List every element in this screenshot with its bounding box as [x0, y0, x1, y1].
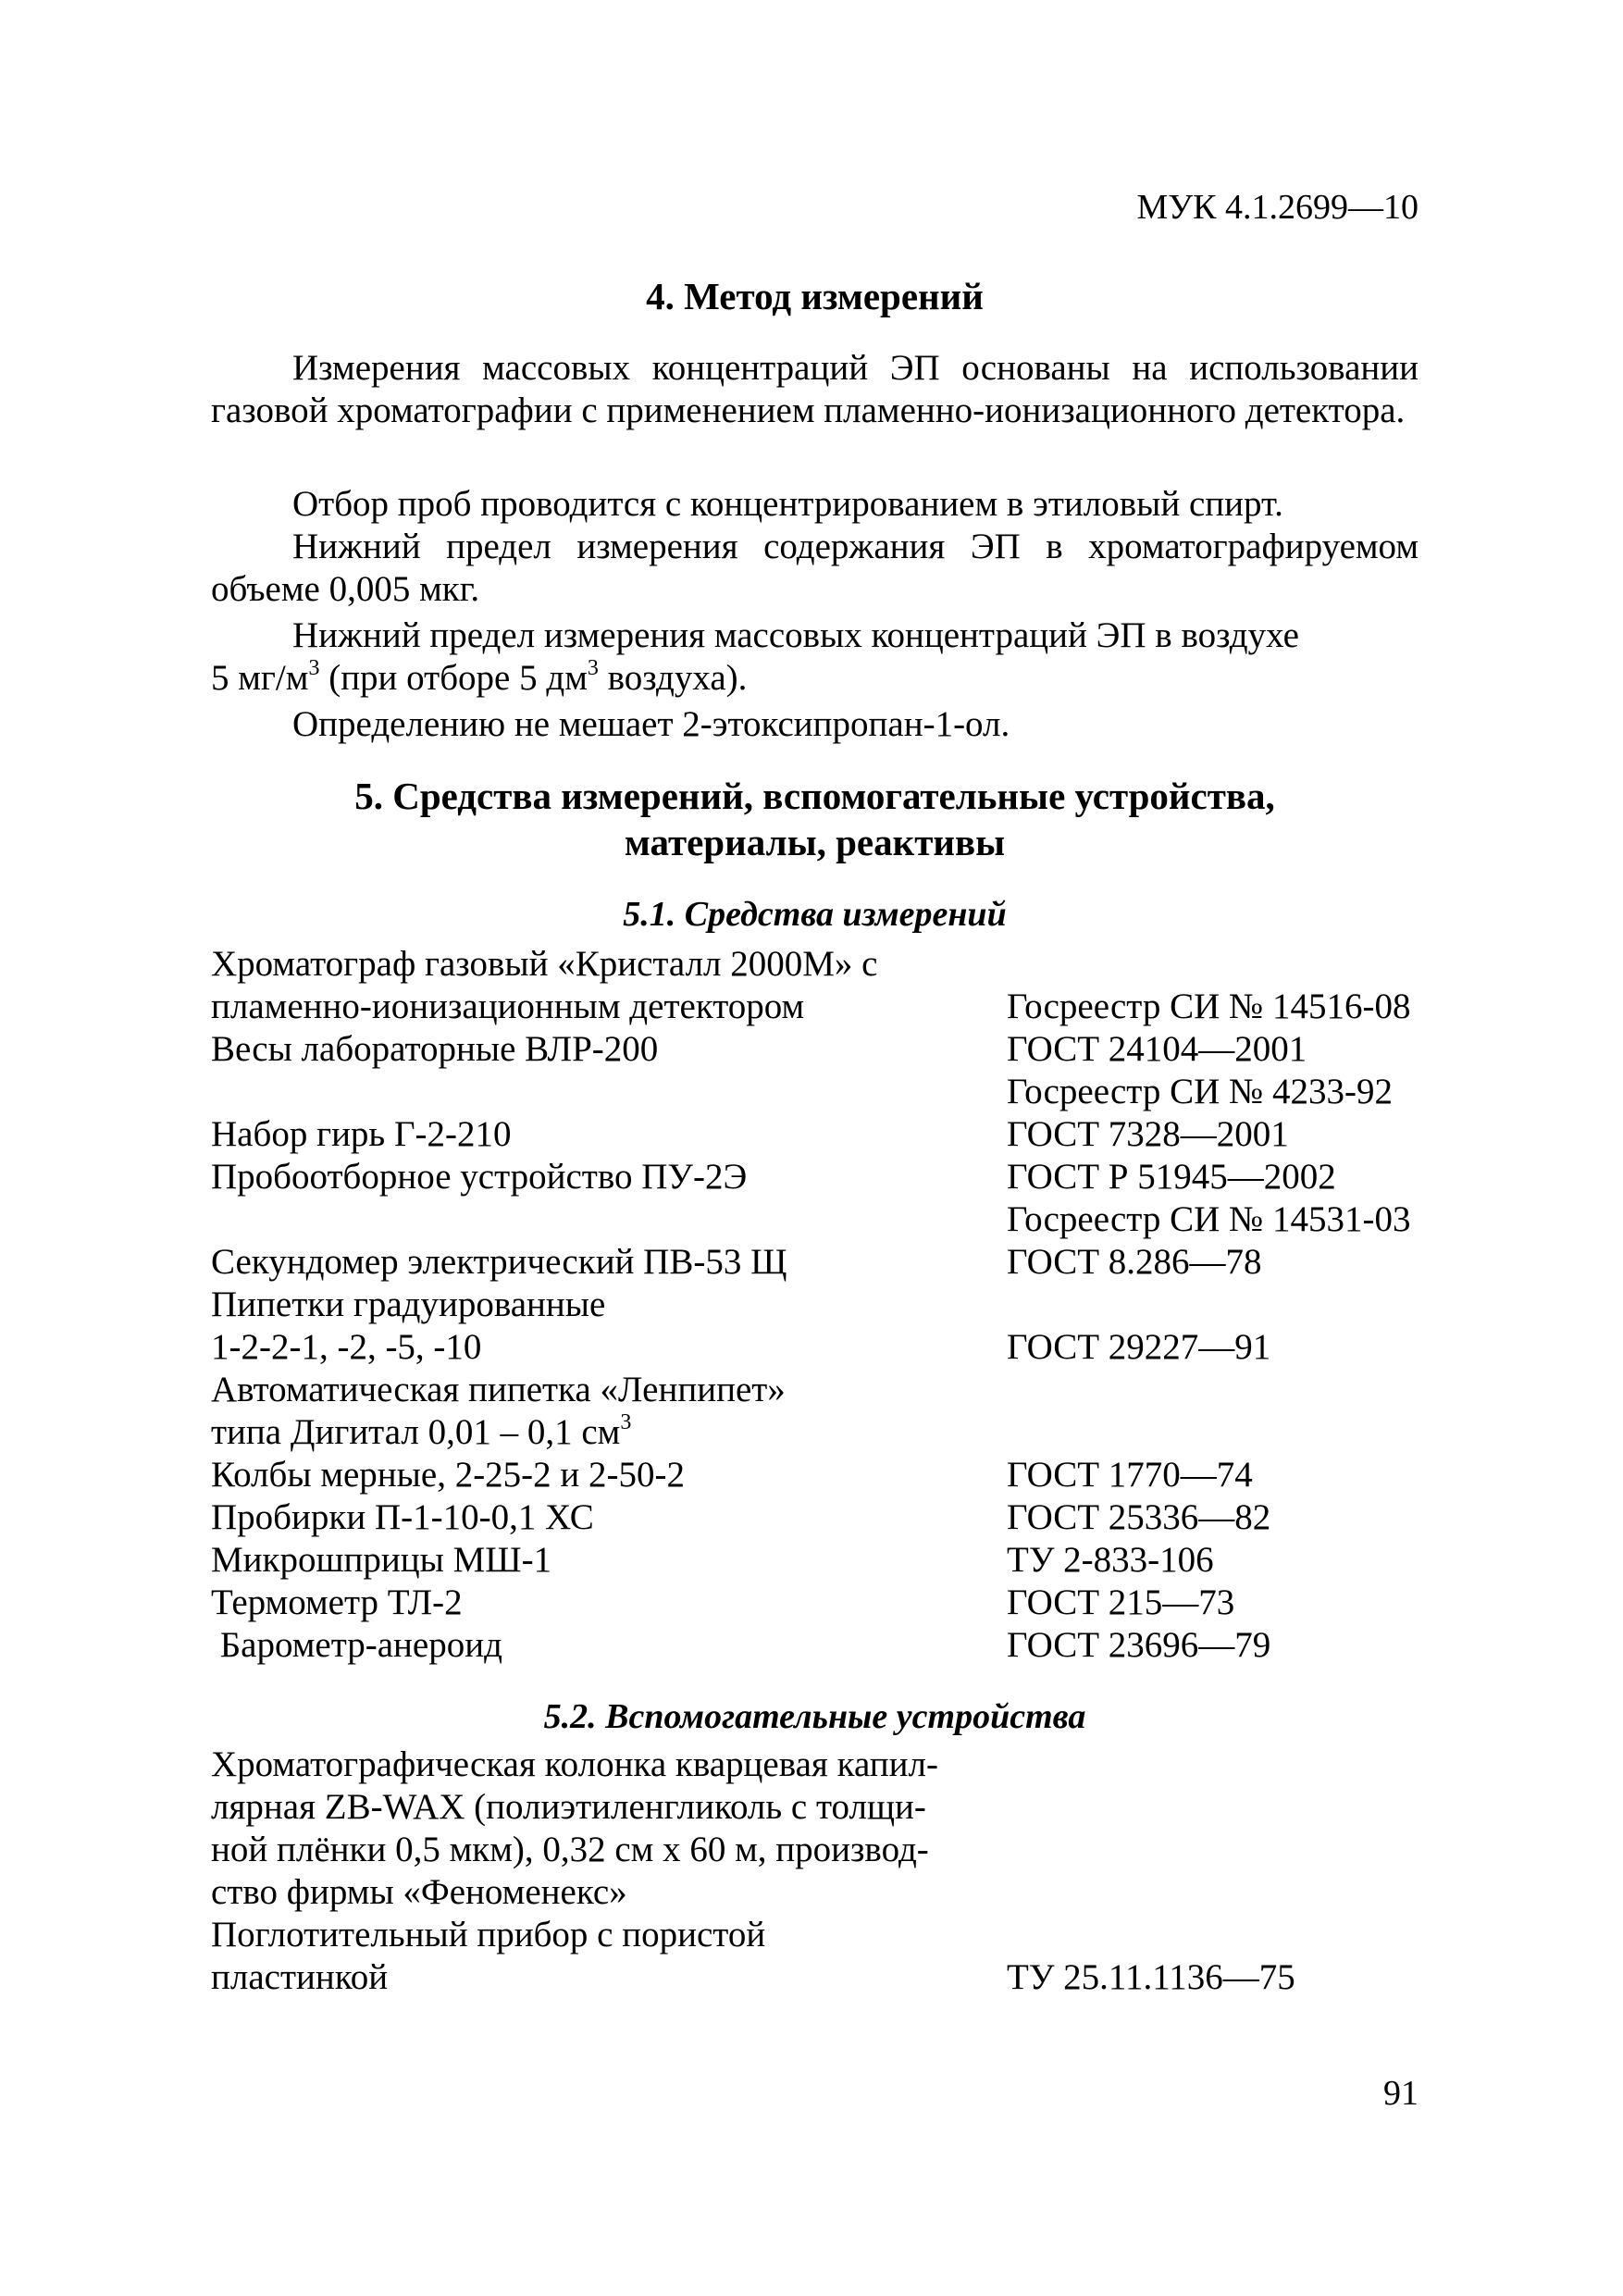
instrument-row	[211, 1156, 1442, 1198]
instrument-ref: ГОСТ 8.286—78	[1007, 1242, 1262, 1282]
instrument-name: Пробоотборное устройство ПУ-2Э	[211, 1157, 748, 1197]
instrument-row	[211, 943, 1442, 986]
superscript-3: 3	[620, 1410, 632, 1434]
superscript-3: 3	[587, 656, 599, 680]
instrument-row	[211, 1369, 1442, 1411]
section-4-paragraph-1: Измерения массовых концентраций ЭП основаны на использовании газовой хроматографии с применением пламенно-ионизационного детектора.	[211, 348, 1419, 430]
instrument-row	[211, 1326, 1442, 1369]
instrument-name: Термометр ТЛ-2	[211, 1582, 463, 1622]
section-4-paragraph-2: Отбор проб проводится с концентрированием в этиловый спирт.	[292, 484, 1283, 524]
section-5-title-line-2: материалы, реактивы	[624, 821, 1006, 863]
instrument-row	[211, 1241, 1442, 1284]
instrument-ref: ГОСТ 1770—74	[1007, 1455, 1253, 1495]
section-4-paragraph-5: Определению не мешает 2-этоксипропан-1-ол.	[292, 704, 1010, 744]
instrument-name: 1-2-2-1, -2, -5, -10	[211, 1327, 482, 1367]
instrument-row	[211, 1956, 1442, 1999]
aux-line: ство фирмы «Феноменекс»	[211, 1872, 627, 1912]
instrument-row	[211, 1582, 1442, 1624]
instrument-row	[211, 1284, 1442, 1326]
superscript-3: 3	[308, 656, 320, 680]
instrument-name: пламенно-ионизационным детектором	[211, 987, 805, 1026]
instrument-name: Микрошприцы МШ-1	[211, 1540, 552, 1580]
paragraph-4-text-d: воздуха).	[598, 658, 748, 698]
subsection-5-1-title: 5.1. Средства измерений	[623, 895, 1007, 934]
document-code: МУК 4.1.2699—10	[1136, 188, 1419, 227]
paragraph-4-text-c: (при отборе 5 дм	[319, 658, 588, 698]
instrument-ref: ТУ 25.11.1136—75	[1007, 1957, 1295, 1997]
section-4-title: 4. Метод измерений	[646, 275, 984, 317]
instrument-ref: ГОСТ 7328—2001	[1007, 1114, 1289, 1154]
instrument-ref: Госреестр СИ № 14531-03	[1007, 1199, 1411, 1239]
instrument-ref: Госреестр СИ № 4233-92	[1007, 1072, 1393, 1111]
pipette-type-text: типа Дигитал 0,01 – 0,1 см	[211, 1412, 621, 1452]
page-number: 91	[1383, 2074, 1419, 2113]
instrument-row	[211, 1539, 1442, 1582]
instrument-row	[211, 1454, 1442, 1496]
instrument-name: Пипетки градуированные	[211, 1285, 606, 1324]
instrument-name: Хроматограф газовый «Кристалл 2000М» с	[211, 944, 878, 984]
instrument-row	[211, 1914, 1442, 1956]
subsection-5-2-title: 5.2. Вспомогательные устройства	[543, 1697, 1086, 1736]
instrument-row	[211, 1624, 1442, 1667]
instrument-ref: ГОСТ 29227—91	[1007, 1327, 1271, 1367]
instrument-name: Колбы мерные, 2-25-2 и 2-50-2	[211, 1455, 686, 1495]
aux-device-column	[211, 1744, 1442, 1914]
instrument-name: Весы лабораторные ВЛР-200	[211, 1029, 659, 1069]
instrument-row	[211, 1198, 1442, 1241]
paragraph-4-line-2	[211, 657, 1419, 700]
instrument-row	[211, 1113, 1442, 1156]
instrument-ref: ГОСТ 215—73	[1007, 1582, 1235, 1622]
instrument-row	[211, 1411, 1442, 1454]
aux-line: Хроматографическая колонка кварцевая капил-	[211, 1744, 938, 1784]
section-5-title-line-1: 5. Средства измерений, вспомогательные устройства,	[354, 775, 1275, 817]
instrument-ref: ГОСТ 24104—2001	[1007, 1029, 1307, 1069]
instrument-row	[211, 1028, 1442, 1071]
instrument-ref: ГОСТ 23696—79	[1007, 1625, 1271, 1665]
aux-line: лярная ZB-WAX (полиэтиленгликоль с толщи-	[211, 1787, 926, 1827]
instrument-row	[211, 1071, 1442, 1113]
instrument-name: Поглотительный прибор с пористой	[211, 1915, 766, 1955]
instrument-name: Автоматическая пипетка «Ленпипет»	[211, 1370, 786, 1409]
instrument-name: Набор гирь Г-2-210	[211, 1114, 512, 1154]
instrument-name: Барометр-анероид	[211, 1625, 502, 1665]
instrument-ref: ГОСТ Р 51945—2002	[1007, 1157, 1336, 1197]
section-4-paragraph-4	[211, 614, 1419, 700]
instrument-row	[211, 986, 1442, 1028]
instrument-ref: ТУ 2-833-106	[1007, 1540, 1214, 1580]
paragraph-4-text-a: Нижний предел измерения массовых концентраций ЭП в воздухе	[292, 615, 1299, 655]
instrument-name: Пробирки П-1-10-0,1 ХС	[211, 1497, 594, 1537]
paragraph-4-text-b: 5 мг/м	[211, 658, 309, 698]
instrument-row	[211, 1496, 1442, 1539]
instrument-ref: Госреестр СИ № 14516-08	[1007, 987, 1411, 1026]
instrument-ref: ГОСТ 25336—82	[1007, 1497, 1271, 1537]
instrument-name	[211, 1411, 631, 1454]
section-4-paragraph-3: Нижний предел измерения содержания ЭП в хроматографируемом объеме 0,005 мкг.	[211, 527, 1419, 609]
instrument-name: Секундомер электрический ПВ-53 Щ	[211, 1242, 787, 1282]
instrument-name: пластинкой	[211, 1957, 389, 1997]
aux-line: ной плёнки 0,5 мкм), 0,32 см х 60 м, производ-	[211, 1830, 929, 1869]
